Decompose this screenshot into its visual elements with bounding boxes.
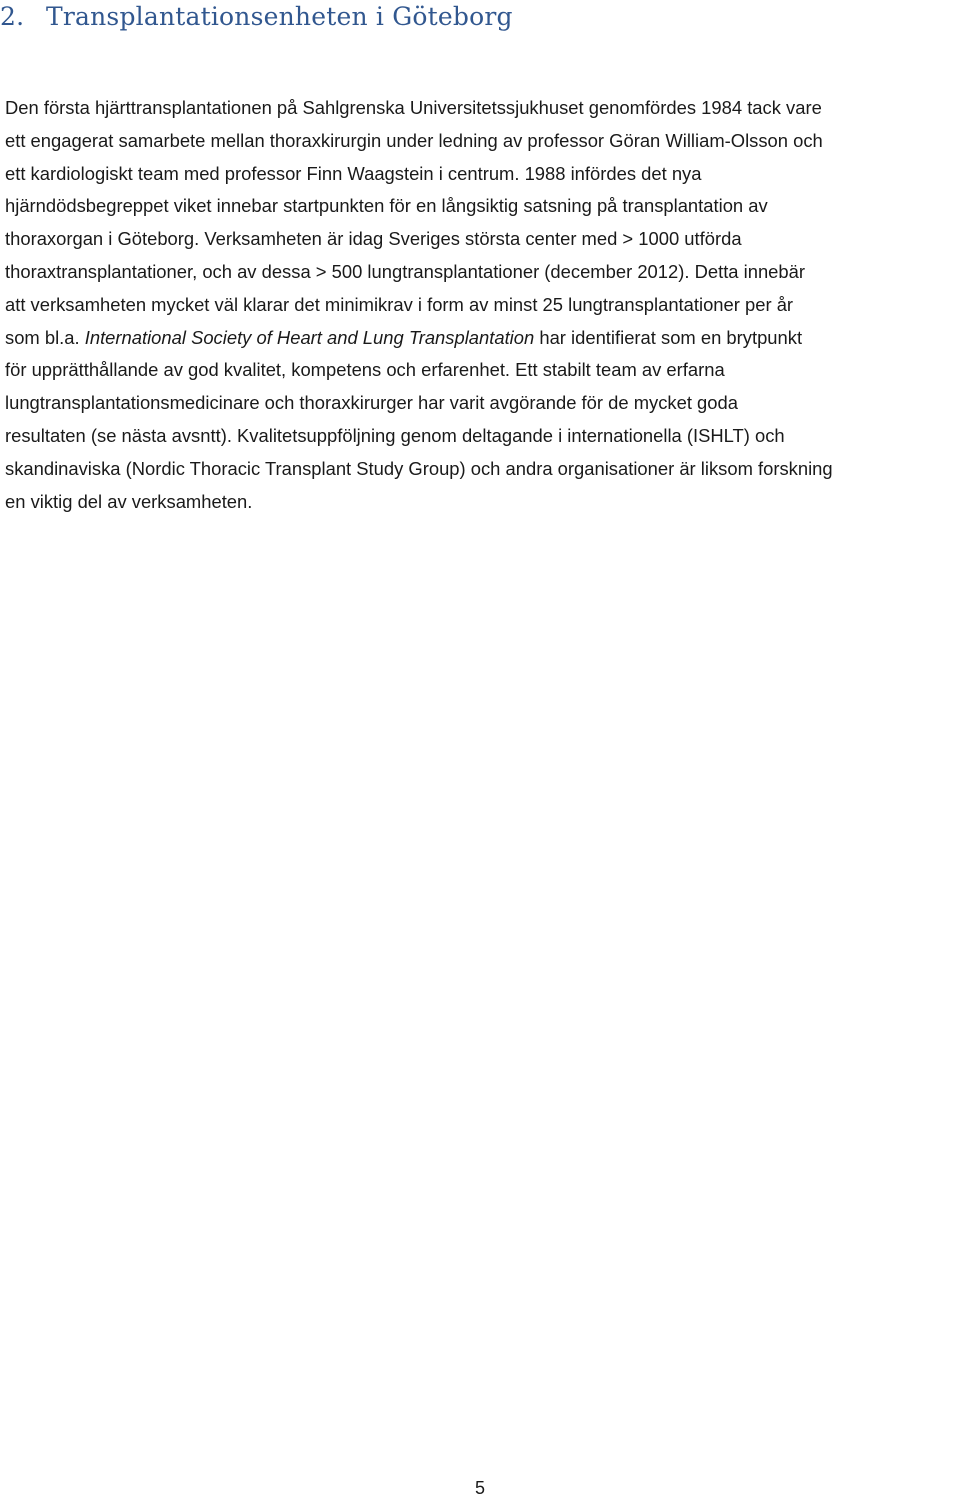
line-text: resultaten (se nästa avsntt). Kvalitetsuppföljning genom deltagande i internationella (ISHLT) och <box>5 424 785 446</box>
line-text: ett engagerat samarbete mellan thoraxkirurgin under ledning av professor Göran William-Olsson och <box>5 129 823 151</box>
line-text: en viktig del av verksamheten. <box>5 490 253 512</box>
paragraph-line <box>5 289 957 322</box>
paragraph-line <box>5 387 957 420</box>
line-text: lungtransplantationsmedicinare och thoraxkirurger har varit avgörande för de mycket goda <box>5 392 738 414</box>
line-text: att verksamheten mycket väl klarar det minimikrav i form av minst 25 lungtransplantationer per år <box>5 293 794 315</box>
line-text: thoraxtransplantationer, och av dessa > 500 lungtransplantationer (december 2012). Detta innebär <box>5 260 805 282</box>
paragraph-line <box>5 354 957 387</box>
line-text: för upprätthållande av god kvalitet, kompetens och erfarenhet. Ett stabilt team av erfarna <box>5 359 725 381</box>
paragraph-line <box>5 158 957 191</box>
paragraph-line <box>5 125 957 158</box>
paragraph-line <box>5 322 957 355</box>
body-paragraph <box>5 92 957 518</box>
page-number: 5 <box>474 1478 485 1498</box>
line-text: hjärndödsbegreppet viket innebar startpunkten för en långsiktig satsning på transplantation av <box>5 195 768 217</box>
line-text: thoraxorgan i Göteborg. Verksamheten är idag Sveriges största center med > 1000 utförda <box>5 228 742 250</box>
section-title: Transplantationsenheten i Göteborg <box>46 2 513 31</box>
line-text: har identifierat som en brytpunkt <box>534 326 803 348</box>
line-text: ett kardiologiskt team med professor Finn Waagstein i centrum. 1988 infördes det nya <box>5 162 702 184</box>
paragraph-line <box>5 486 957 519</box>
paragraph-line <box>5 256 957 289</box>
paragraph-line <box>5 420 957 453</box>
section-heading <box>0 2 513 31</box>
paragraph-line <box>5 223 957 256</box>
paragraph-line <box>5 92 957 125</box>
line-text: Den första hjärttransplantationen på Sahlgrenska Universitetssjukhuset genomfördes 1984 tack vare <box>5 97 822 118</box>
line-text: skandinaviska (Nordic Thoracic Transplant Study Group) och andra organisationer är liksom forskning <box>5 457 833 479</box>
line-text: som bl.a. <box>5 326 85 348</box>
paragraph-line <box>5 190 957 223</box>
section-number: 2. <box>0 2 25 31</box>
organization-name: International Society of Heart and Lung Transplantation <box>84 326 535 348</box>
paragraph-line <box>5 453 957 486</box>
